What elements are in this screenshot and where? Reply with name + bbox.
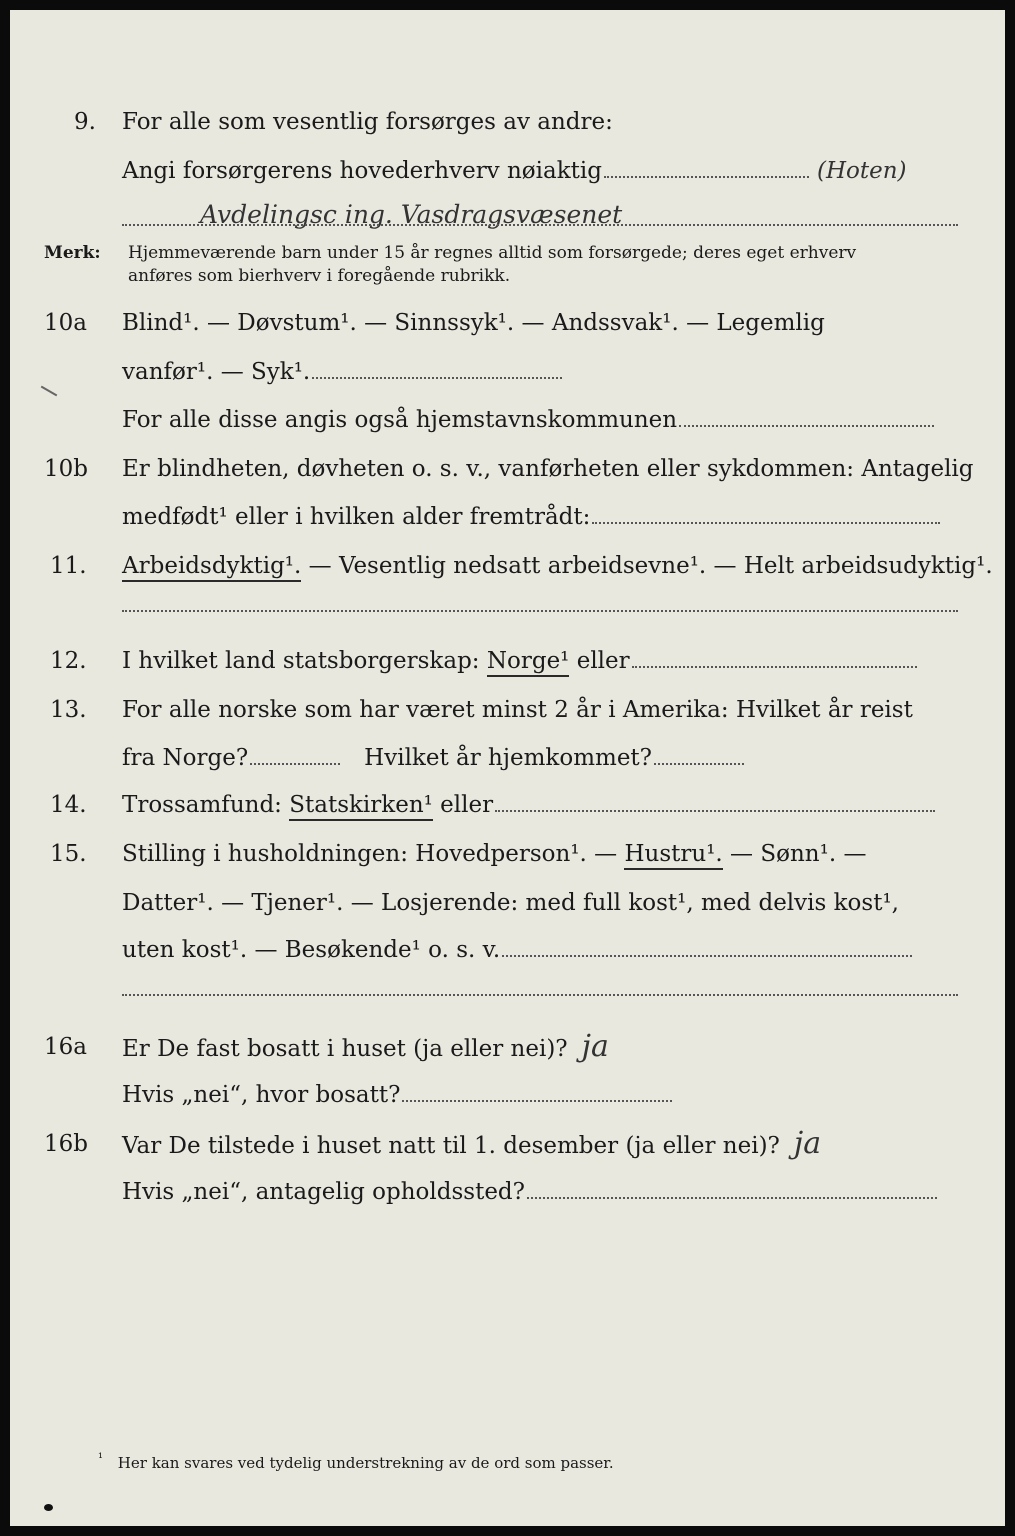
q16b-number: 16b	[44, 1131, 88, 1157]
q11-number: 11.	[50, 553, 87, 579]
q9-text-1: For alle som vesentlig forsørges av andre:	[122, 109, 613, 135]
q14-text-post: eller	[432, 792, 494, 818]
q12-text-pre: I hvilket land statsborgerskap:	[122, 648, 487, 674]
q9-handwritten-note: (Hoten)	[816, 158, 907, 184]
q13-text-2a: fra Norge?	[122, 745, 249, 771]
merk-label: Merk:	[44, 243, 101, 263]
q16a-text-1: Er De fast bosatt i huset (ja eller nei)?	[122, 1036, 568, 1062]
q13-text-2b: Hvilket år hjemkommet?	[364, 745, 653, 771]
q10b-text-1: Er blindheten, døvheten o. s. v., vanførheten eller sykdommen: Antagelig	[122, 456, 974, 482]
footnote	[98, 1450, 614, 1472]
q16a-text-2: Hvis „nei“, hvor bosatt?	[122, 1082, 401, 1108]
q16b-text-1: Var De tilstede i huset natt til 1. desember (ja eller nei)?	[122, 1133, 780, 1159]
q13-number: 13.	[50, 697, 87, 723]
q9-handwritten-answer: Avdelingsc ing. Vasdragsvæsenet	[200, 200, 623, 229]
q10b-number: 10b	[44, 456, 88, 482]
q15-number: 15.	[50, 841, 87, 867]
q15-text-1-pre: Stilling i husholdningen: Hovedperson¹. —	[122, 841, 625, 867]
footnote-mark: ¹	[98, 1450, 104, 1465]
q15-text-2: Datter¹. — Tjener¹. — Losjerende: med full kost¹, med delvis kost¹,	[122, 890, 899, 916]
q16b-text-2: Hvis „nei“, antagelig opholdssted?	[122, 1179, 525, 1205]
census-form-page	[10, 10, 1005, 1526]
q12-number: 12.	[50, 648, 87, 674]
q16a-number: 16a	[44, 1034, 87, 1060]
q9-number: 9.	[74, 109, 96, 135]
q9-answer-line	[122, 224, 958, 226]
q16a-handwritten-answer: ja	[581, 1029, 609, 1064]
footnote-text: Her kan svares ved tydelig understrekning av de ord som passer.	[117, 1454, 614, 1472]
q14-underlined-answer: Statskirken¹	[289, 792, 433, 821]
q11-underlined-answer: Arbeidsdyktig¹.	[122, 553, 301, 582]
q15-answer-line	[122, 994, 958, 996]
q11-answer-line	[122, 610, 958, 612]
q13-text-1: For alle norske som har været minst 2 år i Amerika: Hvilket år reist	[122, 697, 913, 723]
q12-underlined-answer: Norge¹	[487, 648, 570, 677]
ink-spot	[44, 1504, 53, 1511]
pen-stroke	[41, 386, 58, 397]
q14-text-pre: Trossamfund:	[122, 792, 290, 818]
q12-text-post: eller	[569, 648, 630, 674]
q15-text-1-post: — Sønn¹. —	[722, 841, 867, 867]
q10a-text-1: Blind¹. — Døvstum¹. — Sinnssyk¹. — Andssvak¹. — Legemlig	[122, 310, 825, 336]
q14-number: 14.	[50, 792, 87, 818]
q16b-handwritten-answer: ja	[793, 1126, 822, 1161]
merk-text-2: anføres som bierhverv i foregående rubrikk.	[128, 266, 511, 286]
merk-text-1: Hjemmeværende barn under 15 år regnes alltid som forsørgede; deres eget erhverv	[128, 243, 857, 263]
q10a-text-3: For alle disse angis også hjemstavnskommunen	[122, 407, 678, 433]
q10a-text-2: vanfør¹. — Syk¹.	[122, 359, 311, 385]
q9-text-2: Angi forsørgerens hovederhverv nøiaktig	[122, 158, 602, 184]
q10a-number: 10a	[44, 310, 87, 336]
q10b-text-2: medfødt¹ eller i hvilken alder fremtrådt:	[122, 504, 591, 530]
q11-text: — Vesentlig nedsatt arbeidsevne¹. — Helt arbeidsudyktig¹.	[301, 553, 993, 579]
q15-underlined-answer: Hustru¹.	[624, 841, 722, 870]
q15-text-3: uten kost¹. — Besøkende¹ o. s. v.	[122, 937, 501, 963]
